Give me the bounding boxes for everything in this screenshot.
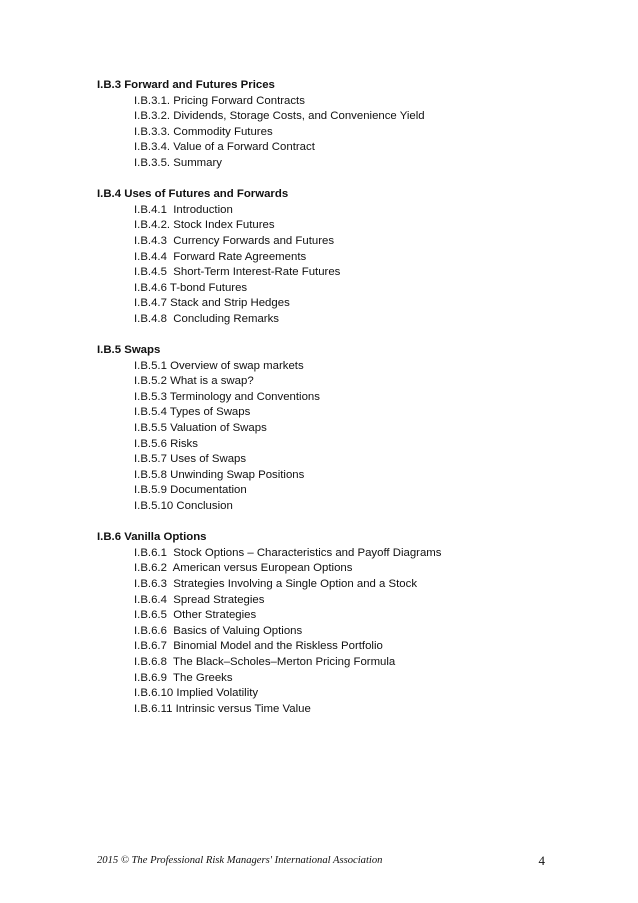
toc-item: I.B.5.6 Risks [134,437,198,450]
toc-section [97,78,617,172]
toc-item: I.B.3.4. Value of a Forward Contract [134,141,315,154]
toc-item: I.B.6.11 Intrinsic versus Time Value [134,702,311,715]
page-footer [97,853,545,869]
toc-item: I.B.5.1 Overview of swap markets [134,359,304,372]
toc-item: I.B.4.3 Currency Forwards and Futures [134,234,335,247]
toc-item: I.B.5.2 What is a swap? [134,375,254,388]
toc-item: I.B.3.5. Summary [134,156,222,169]
section-title: I.B.3 Forward and Futures Prices [97,79,275,91]
toc-item: I.B.5.9 Documentation [134,484,247,497]
toc-section [97,530,617,717]
toc-item: I.B.4.2. Stock Index Futures [134,219,275,232]
table-of-contents [97,78,617,733]
toc-item: I.B.3.3. Commodity Futures [134,125,273,138]
toc-item: I.B.6.3 Strategies Involving a Single Option and a Stock [134,578,418,590]
toc-section [97,343,617,515]
section-title: I.B.6 Vanilla Options [97,531,207,544]
toc-item: I.B.6.7 Binomial Model and the Riskless Portfolio [134,640,383,653]
section-title: I.B.5 Swaps [97,344,161,357]
toc-item: I.B.5.3 Terminology and Conventions [134,390,320,403]
toc-item: I.B.5.5 Valuation of Swaps [134,422,267,435]
toc-item: I.B.4.6 T-bond Futures [134,281,248,294]
toc-item: I.B.4.1 Introduction [134,203,233,216]
toc-item: I.B.5.4 Types of Swaps [134,406,251,419]
toc-item: I.B.6.4 Spread Strategies [134,593,265,606]
toc-item: I.B.4.7 Stack and Strip Hedges [134,297,290,310]
toc-item: I.B.3.2. Dividends, Storage Costs, and Convenience Yield [134,110,425,123]
toc-item: I.B.5.10 Conclusion [134,500,233,513]
page-number: 4 [538,853,545,868]
toc-item: I.B.5.7 Uses of Swaps [134,453,247,466]
toc-item: I.B.6.5 Other Strategies [134,609,257,622]
toc-item: I.B.5.8 Unwinding Swap Positions [134,468,305,481]
toc-item: I.B.4.8 Concluding Remarks [134,312,279,325]
toc-item: I.B.6.10 Implied Volatility [134,687,259,700]
footer-copyright: 2015 © The Professional Risk Managers' International Association [97,855,383,866]
toc-item: I.B.4.4 Forward Rate Agreements [134,250,307,263]
toc-item: I.B.6.9 The Greeks [134,671,233,684]
toc-item: I.B.6.1 Stock Options – Characteristics and Payoff Diagrams [134,546,442,559]
section-title: I.B.4 Uses of Futures and Forwards [97,188,289,201]
toc-section [97,187,617,327]
toc-item: I.B.3.1. Pricing Forward Contracts [134,94,305,107]
toc-item: I.B.6.2 American versus European Options [134,562,353,575]
toc-item: I.B.6.6 Basics of Valuing Options [134,624,303,637]
toc-item: I.B.4.5 Short-Term Interest-Rate Futures [134,266,341,279]
toc-item: I.B.6.8 The Black–Scholes–Merton Pricing Formula [134,655,396,668]
